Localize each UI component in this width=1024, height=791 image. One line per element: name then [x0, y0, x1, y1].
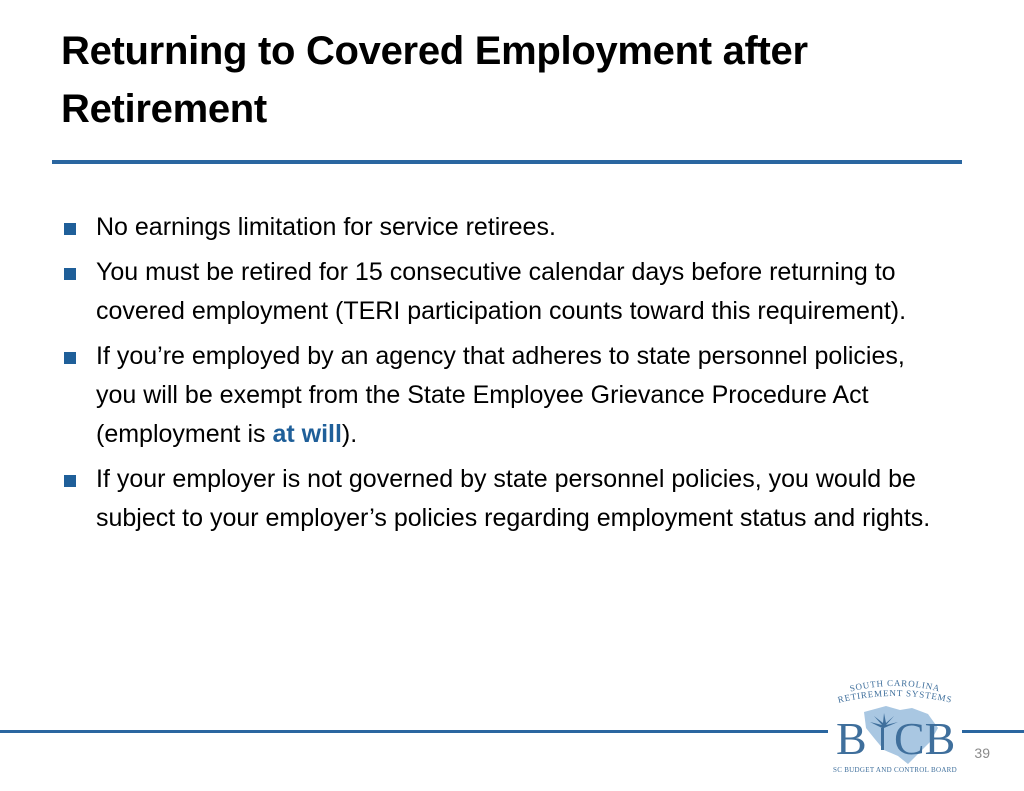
- square-bullet-icon: [64, 475, 76, 487]
- square-bullet-icon: [64, 223, 76, 235]
- logo-text-retirement-systems: RETIREMENT SYSTEMS: [836, 687, 954, 705]
- bullet-text-before: If you’re employed by an agency that adheres to state personnel policies, you will be exempt from the State Employee Grievance Procedure Act (employment is: [96, 342, 905, 448]
- bullet-text: No earnings limitation for service retirees.: [96, 213, 556, 241]
- bullet-item-employer-policies: [62, 460, 952, 538]
- square-bullet-icon: [64, 352, 76, 364]
- bullet-text-after: ).: [341, 420, 358, 448]
- footer-divider-right: [962, 730, 1024, 733]
- slide-title-line-2: Retirement: [61, 87, 267, 131]
- square-bullet-icon: [64, 268, 76, 280]
- slide-title-line-1: Returning to Covered Employment after: [61, 29, 808, 73]
- bullet-text: You must be retired for 15 consecutive calendar days before returning to covered employment (TERI participation counts toward this requirement).: [96, 258, 907, 325]
- bullet-item-waiting-period: [62, 253, 952, 331]
- bullet-item-at-will: [62, 337, 952, 454]
- page-number: 39: [974, 745, 990, 761]
- logo-text-budget-board: SC BUDGET AND CONTROL BOARD: [833, 766, 957, 774]
- footer-divider-left: [0, 730, 828, 733]
- logo-graphic: [828, 672, 962, 784]
- title-divider: [52, 160, 962, 164]
- sc-retirement-systems-logo: [828, 672, 962, 784]
- bullet-text: [96, 342, 905, 448]
- bullet-list: [62, 208, 952, 544]
- logo-monogram-cb: CB: [894, 713, 956, 764]
- bullet-text: If your employer is not governed by state personnel policies, you would be subject to your employer’s policies regarding employment status and rights.: [96, 465, 931, 532]
- logo-monogram-b: B: [836, 713, 867, 764]
- logo-text-south-carolina: SOUTH CAROLINA: [848, 677, 942, 694]
- at-will-emphasis: at will: [272, 420, 342, 448]
- slide-title: [61, 22, 961, 138]
- bullet-item-earnings: [62, 208, 952, 247]
